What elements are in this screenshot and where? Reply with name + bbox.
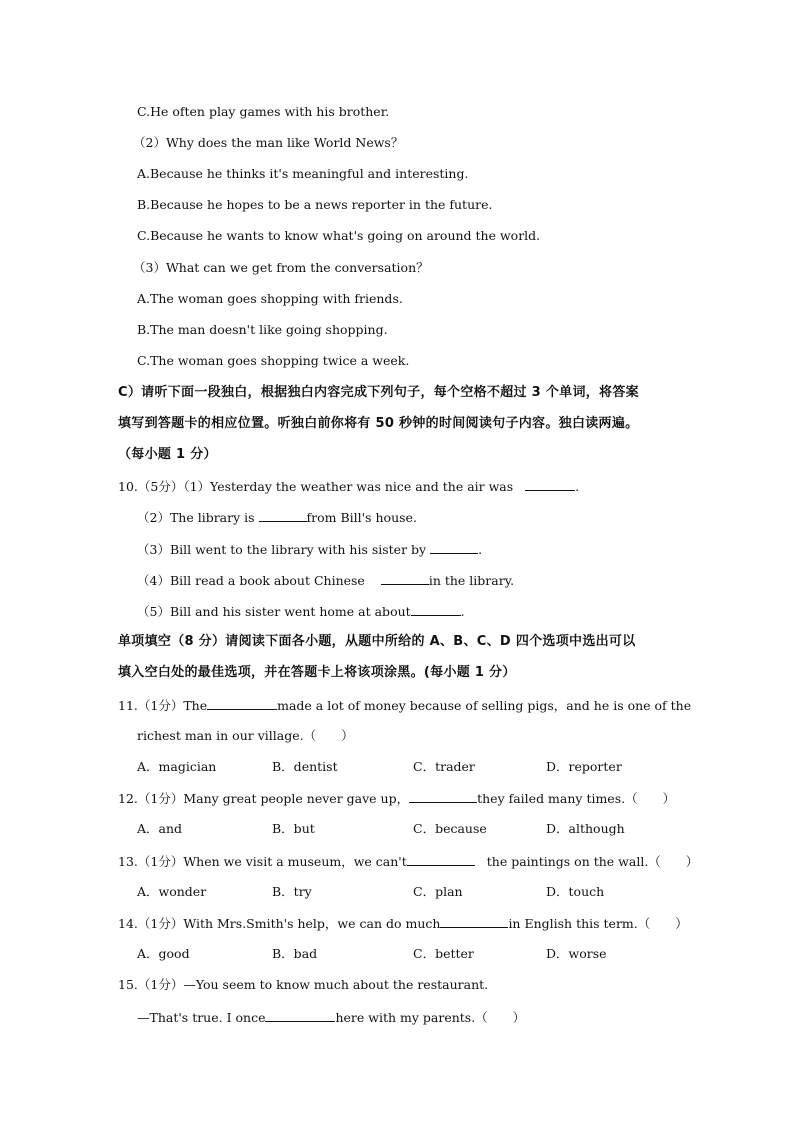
option-c[interactable]: C．plan	[413, 884, 463, 899]
answer-blank[interactable]	[407, 853, 475, 866]
option-text: A.Because he thinks it's meaningful and interesting.	[137, 166, 469, 181]
question-text: —That's true. I once	[137, 1010, 266, 1025]
sentence-3	[137, 541, 482, 558]
option-text: C.He often play games with his brother.	[137, 104, 390, 119]
question-text: in English this term.（ ）	[508, 916, 688, 931]
question-13	[118, 853, 698, 870]
question-15-reply	[137, 1009, 525, 1026]
option-text: B.Because he hopes to be a news reporter in the future.	[137, 197, 493, 212]
question-text: （3）What can we get from the conversation？	[133, 260, 429, 275]
question-text: （3）Bill went to the library with his sister by	[137, 542, 427, 557]
answer-blank[interactable]	[259, 509, 307, 522]
section-heading: （每小题 1 分）	[118, 447, 217, 462]
sentence-2	[137, 509, 417, 526]
question-text: the paintings on the wall.（ ）	[486, 854, 699, 869]
question-10	[118, 478, 579, 495]
question-text: 12.（1分）Many great people never gave up，	[118, 791, 410, 806]
answer-blank[interactable]	[411, 603, 461, 616]
question-text: 15.（1分）—You seem to know much about the restaurant.	[118, 977, 489, 992]
question-text: （5）Bill and his sister went home at about	[137, 604, 411, 619]
option-text: A.The woman goes shopping with friends.	[137, 291, 403, 306]
question-text: （2）Why does the man like World News？	[133, 135, 404, 150]
question-text: .	[575, 479, 580, 494]
option-b[interactable]: B．try	[272, 884, 312, 899]
answer-blank[interactable]	[381, 572, 429, 585]
answer-blank[interactable]	[409, 790, 477, 803]
option-a[interactable]: A．good	[137, 946, 190, 961]
question-text: （4）Bill read a book about Chinese	[137, 573, 365, 588]
answer-blank[interactable]	[525, 478, 575, 491]
option-c[interactable]: C．trader	[413, 759, 475, 774]
question-text: 11.（1分）The	[118, 698, 208, 713]
section-heading: 单项填空（8 分）请阅读下面各小题，从题中所给的 A、B、C、D 四个选项中选出可以	[118, 634, 636, 649]
option-a[interactable]: A．wonder	[137, 884, 207, 899]
question-text: from Bill's house.	[306, 510, 417, 525]
section-heading: 填写到答题卡的相应位置。听独白前你将有 50 秒钟的时间阅读句子内容。独白读两遍。	[118, 416, 639, 431]
answer-blank[interactable]	[430, 541, 478, 554]
option-text: C.Because he wants to know what's going on around the world.	[137, 228, 541, 243]
question-14	[118, 915, 688, 932]
option-d[interactable]: D．although	[546, 821, 625, 836]
question-text: in the library.	[428, 573, 515, 588]
option-d[interactable]: D．touch	[546, 884, 605, 899]
question-text: 14.（1分）With Mrs.Smith's help，we can do much	[118, 916, 441, 931]
question-text: .	[478, 542, 483, 557]
option-a[interactable]: A．magician	[137, 759, 217, 774]
option-b[interactable]: B．but	[272, 821, 315, 836]
answer-blank[interactable]	[265, 1009, 335, 1022]
option-d[interactable]: D．reporter	[546, 759, 622, 774]
question-text: here with my parents.（ ）	[335, 1010, 526, 1025]
sentence-4	[137, 572, 514, 589]
option-text: B.The man doesn't like going shopping.	[137, 322, 388, 337]
question-text: made a lot of money because of selling pigs，and he is one of the	[277, 698, 692, 713]
sentence-5	[137, 603, 465, 620]
option-b[interactable]: B．bad	[272, 946, 318, 961]
option-c[interactable]: C．better	[413, 946, 474, 961]
question-text: （2）The library is	[137, 510, 255, 525]
question-11	[118, 697, 691, 714]
section-heading: C）请听下面一段独白，根据独白内容完成下列句子，每个空格不超过 3 个单词，将答案	[118, 385, 639, 400]
section-heading: 填入空白处的最佳选项，并在答题卡上将该项涂黑。(每小题 1 分）	[118, 665, 516, 680]
option-d[interactable]: D．worse	[546, 946, 607, 961]
question-text: .	[460, 604, 465, 619]
option-b[interactable]: B．dentist	[272, 759, 338, 774]
option-c[interactable]: C．because	[413, 821, 487, 836]
question-text: richest man in our village.（ ）	[137, 728, 354, 743]
answer-blank[interactable]	[440, 915, 508, 928]
question-text: they failed many times.（ ）	[477, 791, 676, 806]
option-text: C.The woman goes shopping twice a week.	[137, 353, 410, 368]
question-text: 13.（1分）When we visit a museum，we can't	[118, 854, 407, 869]
question-12	[118, 790, 675, 807]
answer-blank[interactable]	[207, 697, 277, 710]
option-a[interactable]: A．and	[137, 821, 183, 836]
question-text: 10.（5分）（1）Yesterday the weather was nice and the air was	[118, 479, 514, 494]
